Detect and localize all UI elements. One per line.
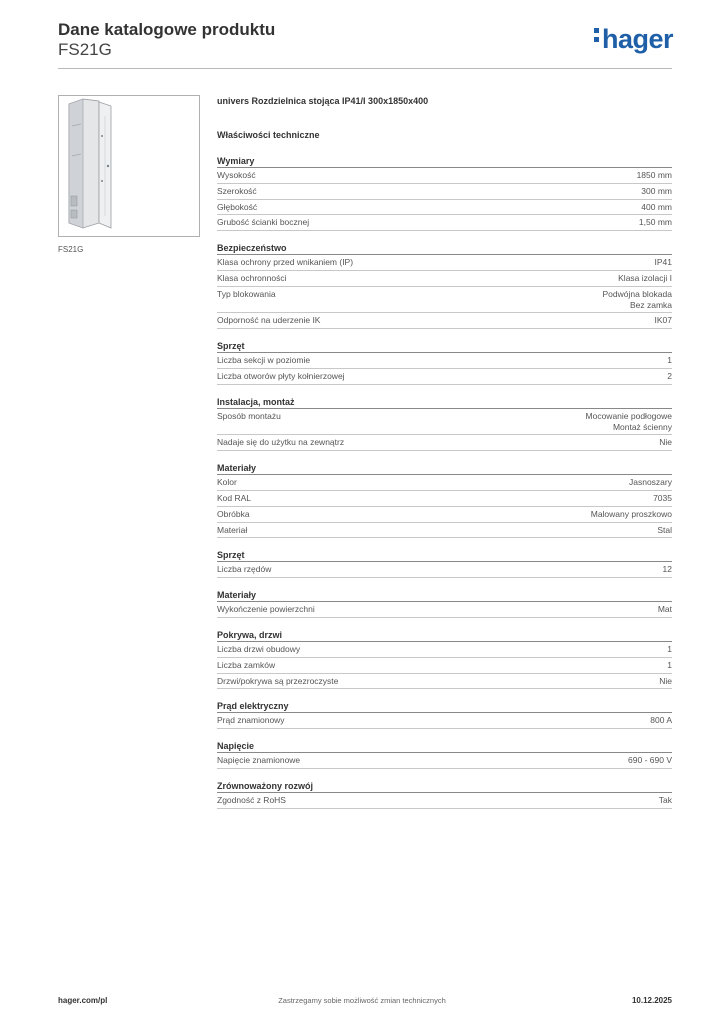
spec-row xyxy=(217,507,672,523)
spec-row xyxy=(217,369,672,385)
spec-label: Obróbka xyxy=(217,508,250,519)
spec-label: Napięcie znamionowe xyxy=(217,755,301,766)
spec-label: Kolor xyxy=(217,477,237,488)
spec-value-line: IP41 xyxy=(654,257,672,268)
spec-value xyxy=(655,315,673,326)
spec-row xyxy=(217,200,672,216)
spec-label: Grubość ścianki bocznej xyxy=(217,217,310,228)
section-title: Napięcie xyxy=(217,740,672,753)
spec-label: Klasa ochrony przed wnikaniem (IP) xyxy=(217,257,354,268)
spec-section xyxy=(217,780,672,809)
spec-value xyxy=(586,411,672,433)
spec-row xyxy=(217,184,672,200)
page-title: Dane katalogowe produktu xyxy=(58,20,276,39)
spec-value xyxy=(658,604,672,615)
spec-label: Wysokość xyxy=(217,170,256,180)
spec-label: Liczba sekcji w poziomie xyxy=(217,355,311,366)
spec-value-line: Podwójna blokada xyxy=(602,288,672,299)
spec-row xyxy=(217,168,672,184)
footer-notice: Zastrzegamy sobie możliwość zmian technicznych xyxy=(278,996,446,1005)
spec-value xyxy=(659,437,672,448)
spec-row xyxy=(217,523,672,539)
spec-section xyxy=(217,340,672,385)
spec-value-line: Nie xyxy=(659,675,672,686)
spec-section xyxy=(217,700,672,729)
logo-text: hager xyxy=(602,24,674,54)
spec-row xyxy=(217,793,672,809)
spec-value-line: 400 mm xyxy=(641,201,672,212)
spec-value-line: Stal xyxy=(657,524,672,535)
spec-row xyxy=(217,475,672,491)
spec-label: Kod RAL xyxy=(217,492,252,503)
spec-value xyxy=(653,493,672,504)
spec-label: Klasa ochronności xyxy=(217,272,287,283)
spec-row xyxy=(217,642,672,658)
spec-row xyxy=(217,353,672,369)
spec-label: Szerokość xyxy=(217,185,257,196)
spec-section xyxy=(217,155,672,231)
spec-value-line: 1850 mm xyxy=(636,170,672,180)
spec-value-line: Klasa izolacji I xyxy=(618,272,672,283)
spec-row xyxy=(217,753,672,769)
spec-label: Materiał xyxy=(217,524,248,535)
spec-value xyxy=(629,477,672,488)
spec-label: Liczba otworów płyty kołnierzowej xyxy=(217,370,345,381)
product-description: univers Rozdzielnica stojąca IP41/I 300x1850x400 xyxy=(217,96,429,106)
section-title: Materiały xyxy=(217,589,672,602)
spec-value-line: 1 xyxy=(667,643,672,654)
spec-row xyxy=(217,674,672,690)
spec-value-line: 300 mm xyxy=(641,185,672,196)
spec-value-line: Tak xyxy=(658,794,672,805)
footer-date: 10.12.2025 xyxy=(631,996,672,1005)
spec-section xyxy=(217,549,672,578)
spec-section xyxy=(217,629,672,689)
header-divider xyxy=(58,68,672,69)
section-title: Sprzęt xyxy=(217,549,672,562)
spec-row xyxy=(217,491,672,507)
section-title: Instalacja, montaż xyxy=(217,396,672,409)
spec-value-line: Mocowanie podłogowe xyxy=(585,410,672,421)
spec-label: Liczba zamków xyxy=(217,659,276,670)
section-title: Zrównoważony rozwój xyxy=(217,780,672,793)
spec-label: Liczba rzędów xyxy=(217,564,272,575)
spec-table xyxy=(217,155,672,820)
spec-label: Wykończenie powierzchni xyxy=(217,604,315,615)
spec-value-line: 12 xyxy=(662,564,672,575)
section-title: Bezpieczeństwo xyxy=(217,242,672,255)
spec-row xyxy=(217,313,672,329)
image-caption: FS21G xyxy=(58,245,84,254)
spec-value-line: 1 xyxy=(667,355,672,366)
spec-value xyxy=(667,644,672,655)
spec-value xyxy=(639,217,672,228)
spec-row xyxy=(217,409,672,436)
section-title: Pokrywa, drzwi xyxy=(217,629,672,642)
spec-section xyxy=(217,589,672,618)
spec-value-line: Malowany proszkowo xyxy=(590,508,672,519)
section-title: Sprzęt xyxy=(217,340,672,353)
spec-row xyxy=(217,562,672,578)
spec-row xyxy=(217,255,672,271)
spec-value xyxy=(591,509,672,520)
spec-value-line: 1,50 mm xyxy=(638,217,672,228)
spec-value xyxy=(667,355,672,366)
spec-value xyxy=(603,289,672,311)
spec-value-line: Nie xyxy=(659,437,672,448)
section-title: Prąd elektryczny xyxy=(217,700,672,713)
spec-label: Drzwi/pokrywa są przezroczyste xyxy=(217,675,339,686)
footer-website[interactable]: hager.com/pl xyxy=(58,996,108,1005)
spec-section xyxy=(217,242,672,329)
spec-value xyxy=(655,257,673,268)
spec-label: Prąd znamionowy xyxy=(217,715,285,726)
spec-value-line: IK07 xyxy=(654,315,672,326)
spec-section xyxy=(217,396,672,451)
spec-value xyxy=(641,202,672,213)
spec-value xyxy=(637,170,672,181)
section-title: Materiały xyxy=(217,462,672,475)
hager-logo[interactable] xyxy=(594,24,673,55)
spec-row xyxy=(217,658,672,674)
spec-value xyxy=(667,660,672,671)
spec-row xyxy=(217,713,672,729)
spec-row xyxy=(217,435,672,451)
spec-value-line: 800 A xyxy=(650,715,672,726)
spec-value xyxy=(663,564,672,575)
spec-value-line: Bez zamka xyxy=(629,299,672,310)
cabinet-illustration-icon xyxy=(59,96,199,236)
spec-value xyxy=(657,525,672,536)
product-image xyxy=(58,95,200,237)
spec-value-line: Mat xyxy=(657,604,672,615)
spec-row xyxy=(217,287,672,314)
spec-row xyxy=(217,271,672,287)
spec-section xyxy=(217,462,672,538)
spec-label: Nadaje się do użytku na zewnątrz xyxy=(217,437,345,448)
spec-value xyxy=(628,755,672,766)
spec-row xyxy=(217,215,672,231)
spec-label: Zgodność z RoHS xyxy=(217,794,286,805)
spec-value xyxy=(650,715,672,726)
spec-section xyxy=(217,740,672,769)
spec-label: Liczba drzwi obudowy xyxy=(217,643,301,654)
spec-label: Typ blokowania xyxy=(217,288,276,299)
spec-value-line: 2 xyxy=(667,370,672,381)
spec-value xyxy=(667,371,672,382)
spec-value-line: Montaż ścienny xyxy=(612,421,672,432)
spec-value xyxy=(641,186,672,197)
properties-heading: Właściwości techniczne xyxy=(217,130,320,140)
spec-value-line: 1 xyxy=(667,659,672,670)
spec-label: Głębokość xyxy=(217,201,258,212)
logo-mark-icon xyxy=(594,24,600,46)
spec-value-line: 690 - 690 V xyxy=(628,755,672,766)
section-title: Wymiary xyxy=(217,155,672,168)
spec-label: Odporność na uderzenie IK xyxy=(217,315,321,326)
spec-value xyxy=(659,676,672,687)
spec-label: Sposób montażu xyxy=(217,410,281,421)
spec-value xyxy=(659,795,672,806)
spec-value-line: Jasnoszary xyxy=(629,477,672,488)
product-code: FS21G xyxy=(58,40,112,59)
spec-row xyxy=(217,602,672,618)
spec-value xyxy=(618,273,672,284)
spec-value-line: 7035 xyxy=(653,492,672,503)
